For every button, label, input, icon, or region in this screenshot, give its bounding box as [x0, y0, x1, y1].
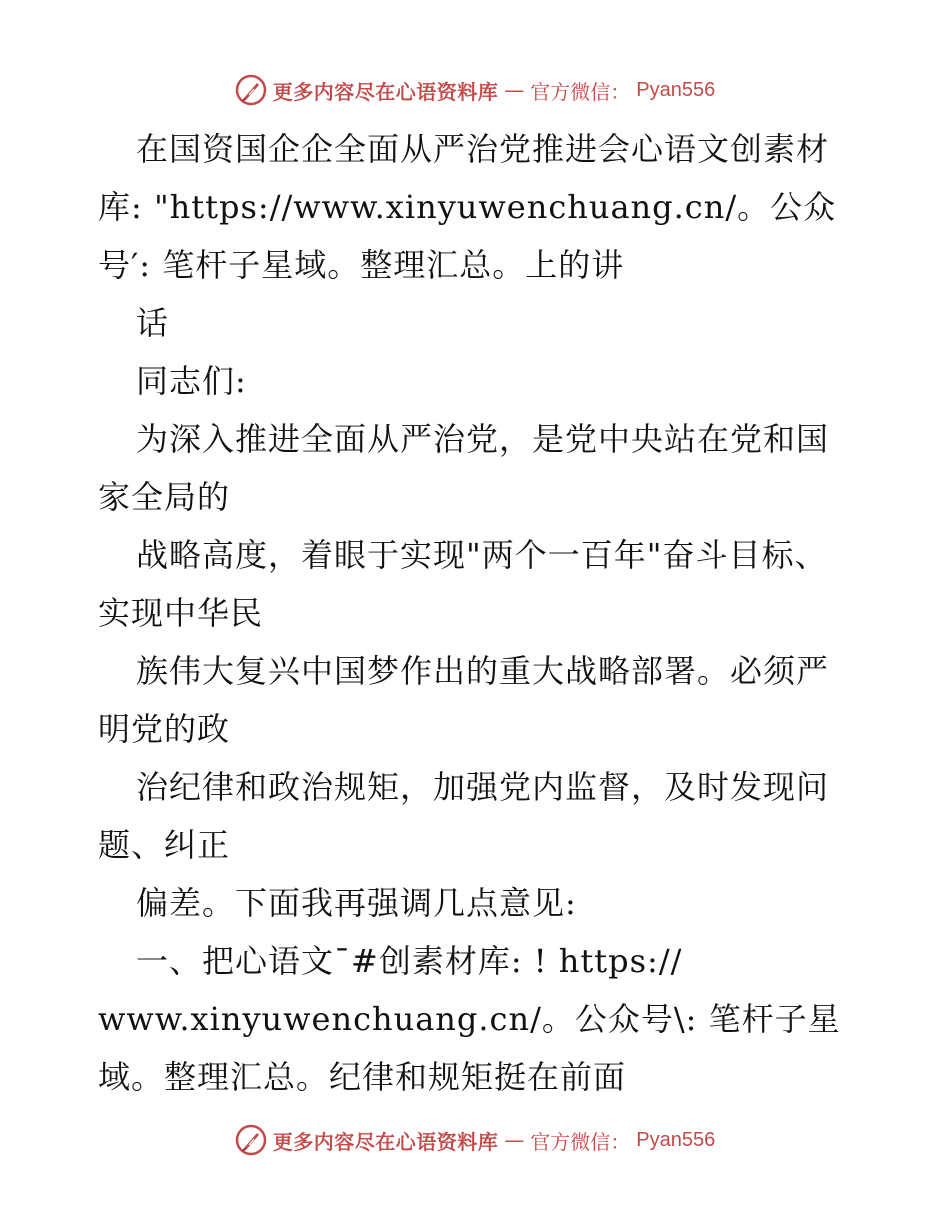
- text-line: 明党的政: [98, 710, 231, 748]
- watermark-dash: —: [504, 78, 525, 102]
- text-line: 库: "https://www.xinyuwenchuang.cn/。公众: [98, 188, 837, 226]
- text-line: 题、纠正: [98, 826, 231, 864]
- text-line: 族伟大复兴中国梦作出的重大战略部署。必须严: [136, 652, 830, 690]
- feather-pen-logo-icon: [235, 1124, 267, 1156]
- watermark-dash: —: [504, 1128, 525, 1152]
- text-line: 一、把心语文¯#创素材库: ! https://: [136, 942, 683, 980]
- watermark-label: 官方微信：: [530, 79, 631, 104]
- text-line: 家全局的: [98, 478, 231, 516]
- text-line: 话: [136, 304, 170, 342]
- footer-watermark: [0, 1120, 950, 1160]
- text-line: 域。整理汇总。纪律和规矩挺在前面: [98, 1058, 627, 1096]
- watermark-main-text: 更多内容尽在心语资料库: [272, 1129, 499, 1154]
- document-body: [98, 120, 858, 1106]
- text-line: 战略高度，着眼于实现"两个一百年"奋斗目标、: [136, 536, 828, 574]
- feather-pen-logo-icon: [235, 74, 267, 106]
- watermark-main-text: 更多内容尽在心语资料库: [272, 79, 499, 104]
- text-line: 在国资国企企全面从严治党推进会心语文创素材: [136, 130, 830, 168]
- text-line: 偏差。下面我再强调几点意见:: [136, 884, 577, 922]
- text-line: 为深入推进全面从严治党，是党中央站在党和国: [136, 420, 830, 458]
- watermark-label: 官方微信：: [530, 1129, 631, 1154]
- text-line: 号′: 笔杆子星域。整理汇总。上的讲: [98, 246, 625, 284]
- text-line: www.xinyuwenchuang.cn/。公众号\: 笔杆子星: [98, 1000, 841, 1038]
- header-watermark: [0, 70, 950, 110]
- watermark-account: Pyan556: [636, 78, 716, 101]
- text-line: 同志们:: [136, 362, 247, 400]
- text-line: 实现中华民: [98, 594, 264, 632]
- watermark-account: Pyan556: [636, 1128, 716, 1151]
- text-line: 治纪律和政治规矩，加强党内监督，及时发现问: [136, 768, 830, 806]
